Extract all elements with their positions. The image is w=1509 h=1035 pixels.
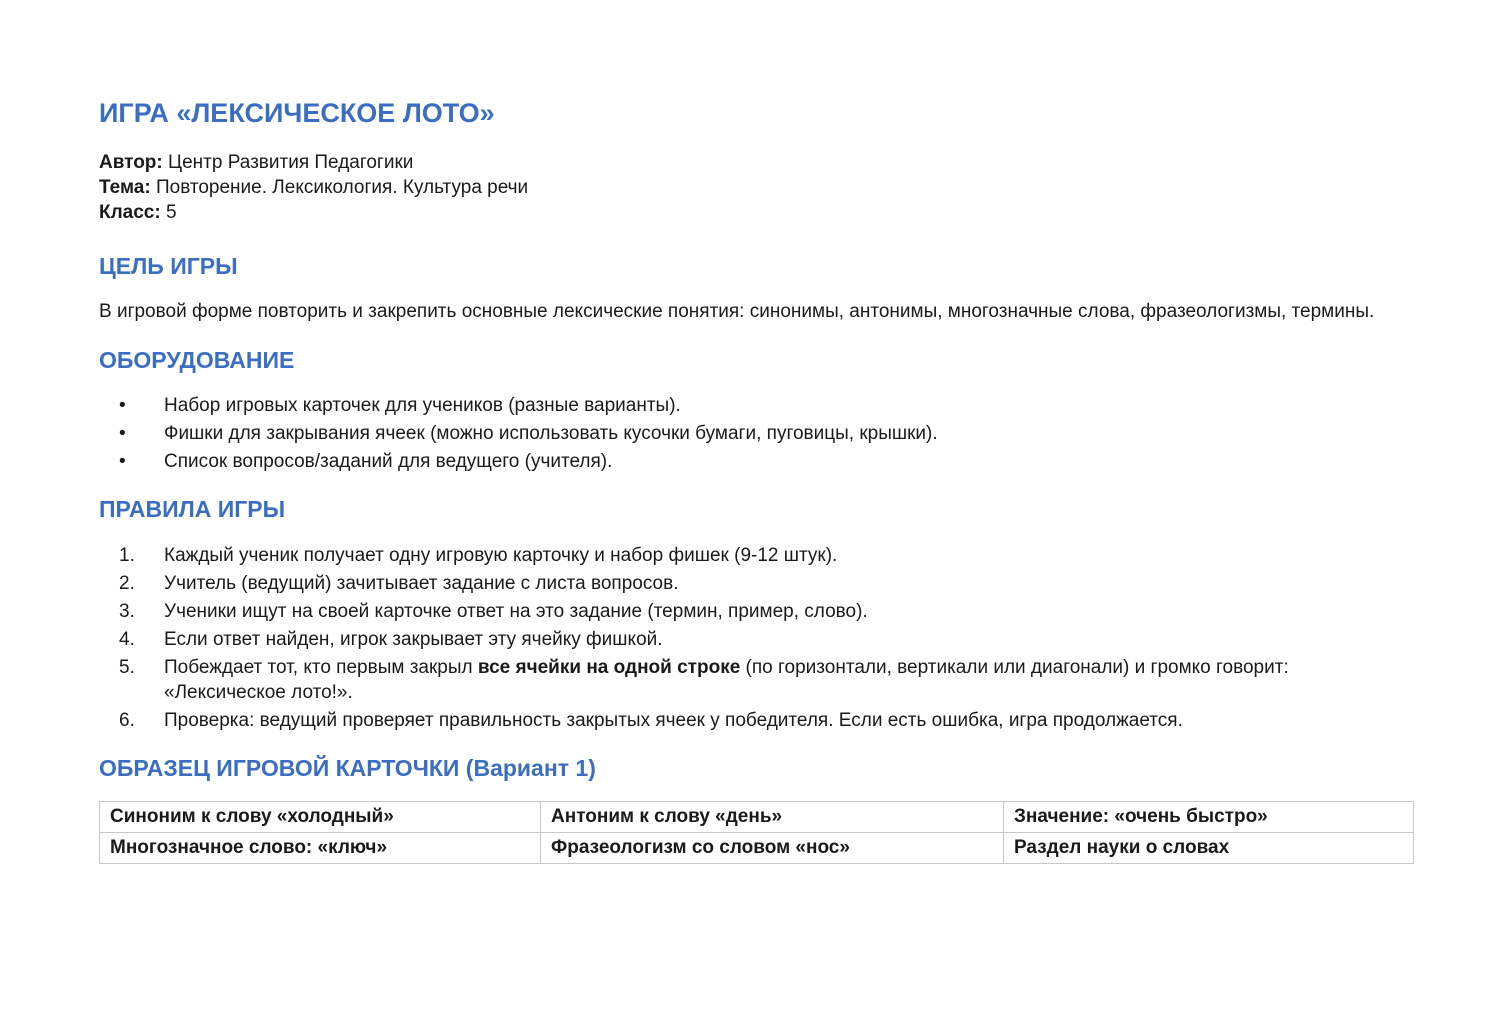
table-cell: Многозначное слово: «ключ» — [100, 833, 541, 864]
sample-card-table — [99, 801, 1414, 864]
meta-author — [99, 150, 1414, 175]
meta-block — [99, 150, 1414, 225]
meta-grade — [99, 200, 1414, 225]
equipment-item — [99, 449, 1414, 474]
rule-text-bold: все ячейки на одной строке — [477, 657, 741, 678]
rule-text-before: Побеждает тот, кто первым закрыл — [164, 657, 478, 678]
bullet-marker: • — [119, 423, 126, 444]
rule-item — [99, 655, 1414, 705]
rule-text: Проверка: ведущий проверяет правильность закрытых ячеек у победителя. Если есть ошибка, игра продолжается. — [164, 710, 1183, 731]
equipment-item — [99, 421, 1414, 446]
document-title: ИГРА «ЛЕКСИЧЕСКОЕ ЛОТО» — [99, 98, 495, 128]
meta-author-value: Центр Развития Педагогики — [162, 152, 414, 173]
equipment-heading: ОБОРУДОВАНИЕ — [99, 347, 295, 373]
meta-topic — [99, 175, 1414, 200]
rule-number: 3. — [119, 601, 135, 622]
rule-number: 6. — [119, 710, 135, 731]
table-cell: Фразеологизм со словом «нос» — [541, 833, 1004, 864]
rule-number: 2. — [119, 573, 135, 594]
table-cell: Антоним к слову «день» — [541, 802, 1004, 833]
rule-number: 1. — [119, 545, 135, 566]
meta-topic-label: Тема: — [99, 177, 151, 198]
rule-text: Если ответ найден, игрок закрывает эту ячейку фишкой. — [164, 629, 663, 650]
meta-author-label: Автор: — [99, 152, 163, 173]
rules-heading: ПРАВИЛА ИГРЫ — [99, 496, 286, 522]
rule-item — [99, 708, 1414, 733]
equipment-item-text: Список вопросов/заданий для ведущего (учителя). — [164, 451, 613, 472]
bullet-marker: • — [119, 395, 126, 416]
rule-number: 4. — [119, 629, 135, 650]
rule-item — [99, 543, 1414, 568]
equipment-list — [99, 393, 1414, 474]
table-cell: Значение: «очень быстро» — [1004, 802, 1414, 833]
rules-list — [99, 543, 1414, 733]
equipment-item-text: Набор игровых карточек для учеников (разные варианты). — [164, 395, 681, 416]
meta-grade-label: Класс: — [99, 202, 161, 223]
rule-text: Учитель (ведущий) зачитывает задание с листа вопросов. — [164, 573, 679, 594]
rule-text-after: (по горизонтали, вертикали или диагонали) и громко говорит: «Лексическое лото!». — [164, 657, 1289, 703]
rule-text: Ученики ищут на своей карточке ответ на это задание (термин, пример, слово). — [164, 601, 868, 622]
document-content — [99, 96, 1414, 864]
table-cell: Раздел науки о словах — [1004, 833, 1414, 864]
goal-heading: ЦЕЛЬ ИГРЫ — [99, 253, 238, 279]
rule-item — [99, 627, 1414, 652]
table-row — [100, 833, 1414, 864]
rule-item — [99, 571, 1414, 596]
table-cell: Синоним к слову «холодный» — [100, 802, 541, 833]
equipment-item-text: Фишки для закрывания ячеек (можно использовать кусочки бумаги, пуговицы, крышки). — [164, 423, 938, 444]
rule-number: 5. — [119, 657, 135, 678]
meta-topic-value: Повторение. Лексикология. Культура речи — [150, 177, 529, 198]
table-row — [100, 802, 1414, 833]
rule-item — [99, 599, 1414, 624]
equipment-item — [99, 393, 1414, 418]
bullet-marker: • — [119, 451, 126, 472]
rule-text: Каждый ученик получает одну игровую карточку и набор фишек (9-12 штук). — [164, 545, 838, 566]
sample-heading: ОБРАЗЕЦ ИГРОВОЙ КАРТОЧКИ (Вариант 1) — [99, 755, 596, 781]
goal-text: В игровой форме повторить и закрепить основные лексические понятия: синонимы, антонимы, многозначные слова, фразеологизмы, термины. — [99, 301, 1375, 322]
meta-grade-value: 5 — [160, 202, 177, 223]
